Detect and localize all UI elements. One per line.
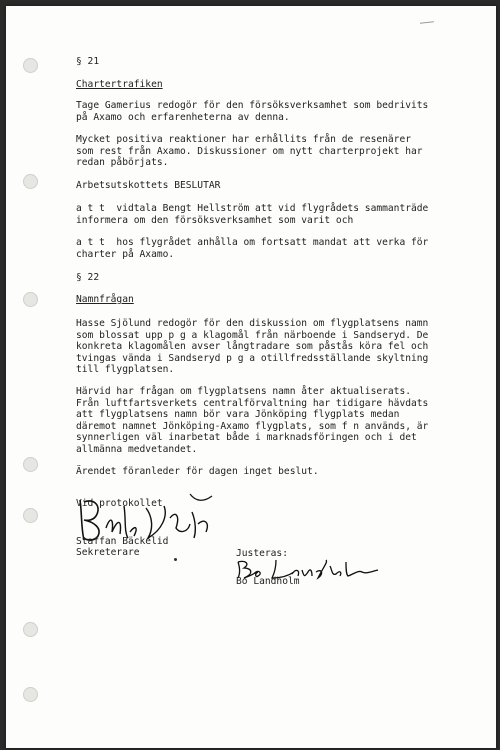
section-21-att-1: a t t vidtala Bengt Hellström att vid flygrådets sammanträde informera om den försöksverksamhet som varit och (76, 203, 429, 226)
corner-mark (420, 21, 434, 25)
signoff-name: Staffan Bäckelid (76, 536, 169, 547)
section-21-paragraph-2: Mycket positiva reaktioner har erhållits från de resenärer som rest från Axamo. Diskussioner om nytt charterprojekt har redan påbörjats. (76, 134, 423, 168)
adjust-name: Bo Landholm (236, 576, 300, 587)
adjust-label: Justeras: (236, 548, 288, 559)
punch-hole (23, 58, 38, 73)
signoff-title: Sekreterare (76, 547, 140, 558)
section-21-paragraph-1: Tage Gamerius redogör för den försöksverksamhet som bedrivits på Axamo och erfarenheterna av denna. (76, 100, 429, 123)
section-22-number: § 22 (76, 272, 100, 283)
stray-dot (174, 558, 177, 561)
punch-hole (23, 508, 38, 523)
section-22-paragraph-1: Hasse Sjölund redogör för den diskussion om flygplatsens namn som blossat upp p g a klagomål från närboende i Sandseryd. De konkreta klagomålen avser långtradare som påstås köra fel och tvingas vända i Sandseryd p g a otillfredsställande skyltning till flygplatsen. (76, 318, 429, 375)
punch-hole (23, 457, 38, 472)
section-22-paragraph-2: Härvid har frågan om flygplatsens namn åter aktualiserats. Från luftfartsverkets centralförvaltning har tidigare hävdats att flygplatsens namn bör vara Jönköping flygplats medan däremot namnet Jönköping-Axamo flygplats, som f n används, är synnerligen väl inarbetat både i marknadsföringen och i det allmänna medvetandet. (76, 386, 429, 455)
signoff-protocol: Vid protokollet (76, 498, 163, 509)
punch-hole (23, 292, 38, 307)
section-21-number: § 21 (76, 56, 100, 67)
section-21-heading: Chartertrafiken (76, 79, 163, 90)
section-21-att-2: a t t hos flygrådet anhålla om fortsatt mandat att verka för charter på Axamo. (76, 237, 429, 260)
punch-hole (23, 622, 38, 637)
punch-hole (23, 174, 38, 189)
section-22-paragraph-3: Ärendet föranleder för dagen inget beslut. (76, 466, 319, 477)
section-22-heading: Namnfrågan (76, 294, 134, 305)
section-21-decision: Arbetsutskottets BESLUTAR (76, 180, 221, 191)
punch-hole (23, 687, 38, 702)
